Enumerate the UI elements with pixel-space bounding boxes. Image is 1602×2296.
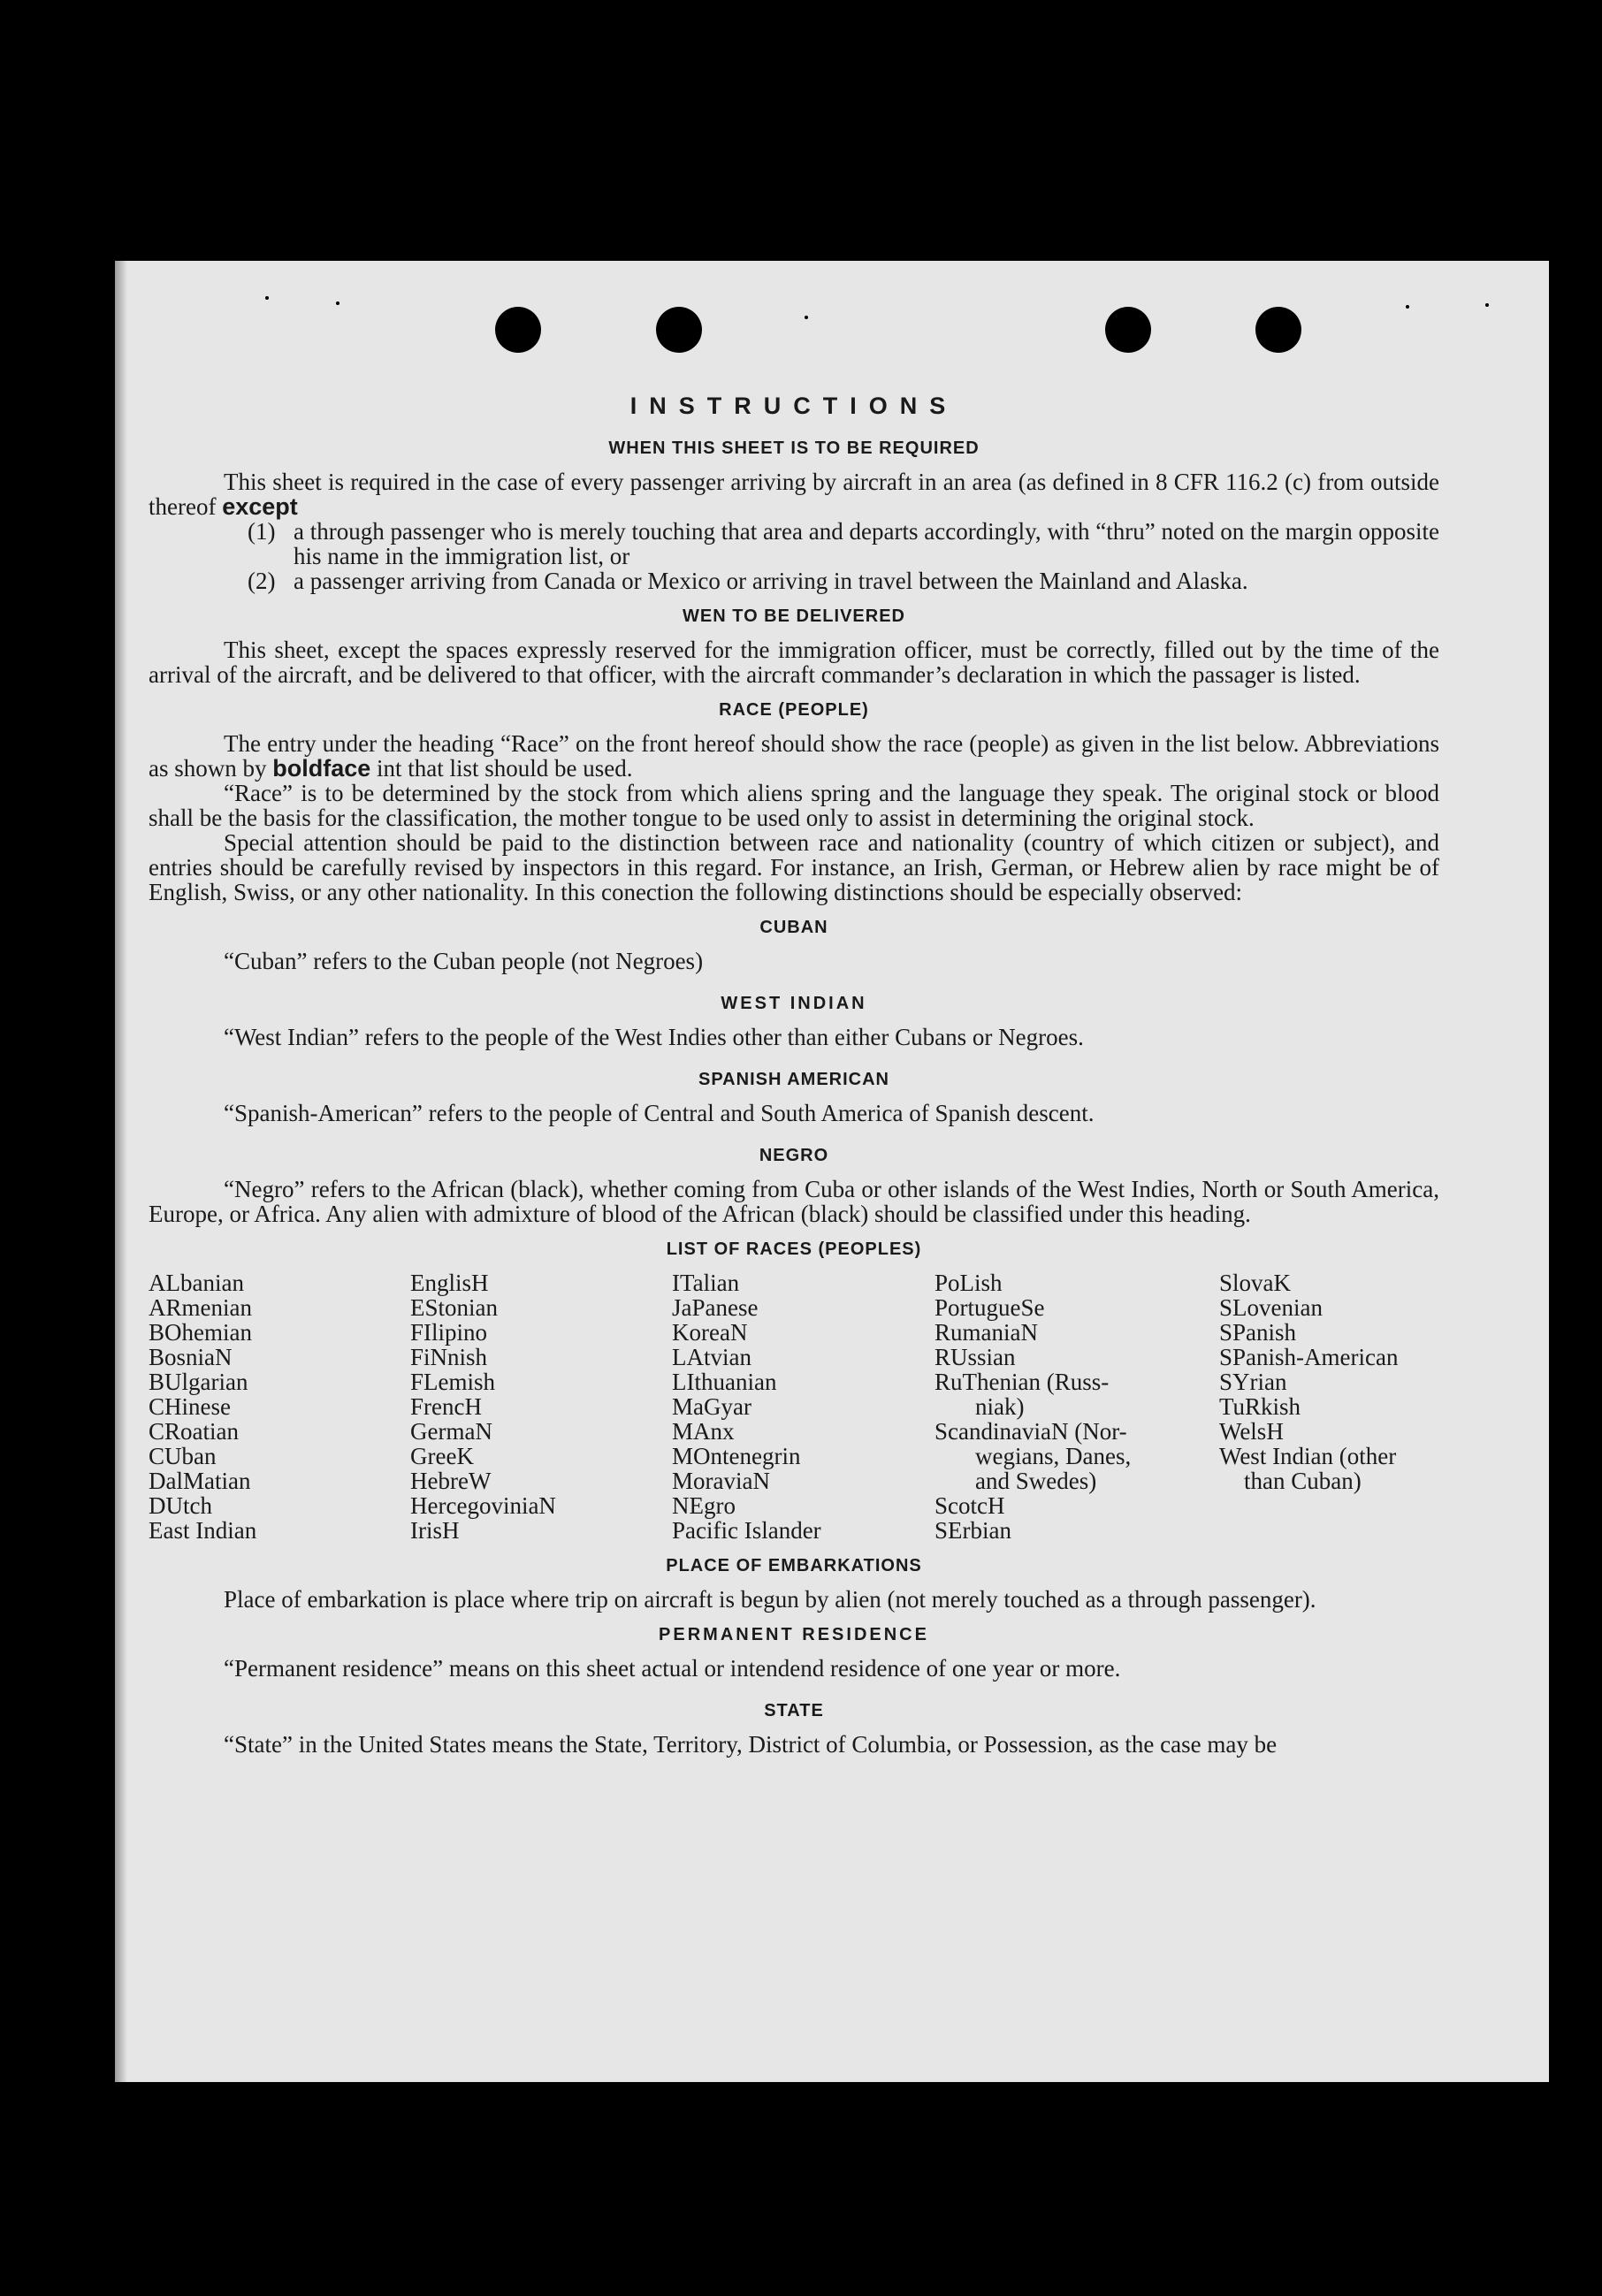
race-item: CHinese bbox=[149, 1393, 231, 1420]
race-item: SLovenian bbox=[1219, 1294, 1323, 1321]
race-item: RUssian bbox=[934, 1344, 1016, 1370]
punch-hole bbox=[1105, 307, 1151, 353]
race-item: EStonian bbox=[410, 1294, 498, 1321]
race-item: ScandinaviaN (Nor- bbox=[934, 1418, 1127, 1445]
required-item-2: (2) a passenger arriving from Canada or Mexico or arriving in travel between the Mainland and Alaska. bbox=[248, 568, 1248, 594]
heading-race: RACE (PEOPLE) bbox=[719, 700, 869, 720]
race-item: BUlgarian bbox=[149, 1369, 248, 1395]
race-item: East Indian bbox=[149, 1517, 257, 1544]
embarkation-text: Place of embarkation is place where trip on aircraft is begun by alien (not merely touched as a through passenger). bbox=[224, 1586, 1316, 1613]
race-item: CUban bbox=[149, 1443, 217, 1469]
race-item: BOhemian bbox=[149, 1319, 252, 1346]
race-item: IrisH bbox=[410, 1517, 460, 1544]
race-item-continuation: than Cuban) bbox=[1244, 1468, 1362, 1494]
except-bold: except bbox=[222, 493, 298, 520]
heading-west-indian: WEST INDIAN bbox=[721, 994, 867, 1013]
speck bbox=[336, 301, 339, 305]
race-item: GermaN bbox=[410, 1418, 492, 1445]
race-item: ALbanian bbox=[149, 1270, 244, 1296]
race-item: JaPanese bbox=[672, 1294, 759, 1321]
race-paragraph-1: The entry under the heading “Race” on the front hereof should show the race (people) as given in the list below. Abbreviations as shown by boldface int that list should be used. bbox=[149, 730, 1439, 782]
races-column-1 bbox=[149, 1270, 410, 1543]
race-item: MAnx bbox=[672, 1418, 735, 1445]
page-title: INSTRUCTIONS bbox=[629, 393, 958, 419]
races-column-4 bbox=[934, 1270, 1219, 1543]
punch-hole bbox=[1255, 307, 1301, 353]
negro-text: “Negro” refers to the African (black), whether coming from Cuba or other islands of the West Indies, North or South America, Europe, or Africa. Any alien with admixture of blood of the African (black) should be classified under this heading. bbox=[149, 1176, 1439, 1227]
race-item: NEgro bbox=[672, 1492, 736, 1519]
required-intro: This sheet is required in the case of every passenger arriving by aircraft in an area (as defined in 8 CFR 116.2 (c) from outside thereof except bbox=[149, 469, 1439, 520]
race-item-continuation: and Swedes) bbox=[975, 1468, 1097, 1494]
heading-state: STATE bbox=[764, 1701, 824, 1720]
race-item: RumaniaN bbox=[934, 1319, 1038, 1346]
race-item: ScotcH bbox=[934, 1492, 1005, 1519]
race-item: West Indian (other bbox=[1219, 1443, 1397, 1469]
heading-list-of-races: LIST OF RACES (PEOPLES) bbox=[666, 1240, 922, 1259]
race-item: EnglisH bbox=[410, 1270, 489, 1296]
race-item: KoreaN bbox=[672, 1319, 748, 1346]
race-item: SYrian bbox=[1219, 1369, 1287, 1395]
race-item: ITalian bbox=[672, 1270, 740, 1296]
delivered-text: This sheet, except the spaces expressly reserved for the immigration officer, must be correctly, filled out by the time of the arrival of the aircraft, and be delivered to that officer, with the aircraft commander’s declaration in which the passager is listed. bbox=[149, 637, 1439, 688]
instructions-content bbox=[149, 393, 1439, 1757]
cuban-text: “Cuban” refers to the Cuban people (not Negroes) bbox=[224, 948, 704, 974]
race-item: FIlipino bbox=[410, 1319, 488, 1346]
heading-permanent-residence: PERMANENT RESIDENCE bbox=[659, 1625, 929, 1644]
races-column-5 bbox=[1219, 1270, 1439, 1543]
race-item: FrencH bbox=[410, 1393, 482, 1420]
race-item: WelsH bbox=[1219, 1418, 1284, 1445]
race-item: GreeK bbox=[410, 1443, 474, 1469]
heading-place-of-embarkations: PLACE OF EMBARKATIONS bbox=[666, 1556, 922, 1575]
race-item: SErbian bbox=[934, 1517, 1011, 1544]
race-item-continuation: niak) bbox=[975, 1393, 1025, 1420]
races-list bbox=[149, 1270, 1439, 1543]
race-paragraph-3: Special attention should be paid to the distinction between race and nationality (country of which citizen or subject), and entries should be carefully revised by inspectors in this regard. For instance, an Irish, German, or Hebrew alien by race might be of English, Swiss, or any other nationality. In this conection the following distinctions should be especially observed: bbox=[149, 829, 1439, 905]
sheet-edge-shadow bbox=[115, 261, 127, 2082]
heading-cuban: CUBAN bbox=[759, 918, 828, 937]
race-item: DUtch bbox=[149, 1492, 212, 1519]
speck bbox=[1406, 305, 1409, 309]
heading-negro: NEGRO bbox=[759, 1146, 829, 1165]
spanish-american-text: “Spanish-American” refers to the people of Central and South America of Spanish descent. bbox=[224, 1100, 1095, 1126]
race-item: MOntenegrin bbox=[672, 1443, 801, 1469]
race-item: MaGyar bbox=[672, 1393, 751, 1420]
race-item: RuThenian (Russ- bbox=[934, 1369, 1110, 1395]
punch-hole bbox=[656, 307, 702, 353]
race-item: CRoatian bbox=[149, 1418, 239, 1445]
residence-text: “Permanent residence” means on this sheet actual or intendend residence of one year or more. bbox=[224, 1655, 1121, 1682]
required-item-1: (1) a through passenger who is merely touching that area and departs accordingly, with “thru” noted on the margin opposite his name in the immigration list, or bbox=[248, 518, 1439, 569]
race-paragraph-2: “Race” is to be determined by the stock from which aliens spring and the language they speak. The original stock or blood shall be the basis for the classification, the mother tongue to be used only to assist in determining the original stock. bbox=[149, 780, 1439, 831]
race-item: PortugueSe bbox=[934, 1294, 1045, 1321]
boldface-bold: boldface bbox=[272, 755, 371, 782]
race-item: PoLish bbox=[934, 1270, 1003, 1296]
punch-hole bbox=[495, 307, 541, 353]
race-item: LAtvian bbox=[672, 1344, 751, 1370]
race-item: SlovaK bbox=[1219, 1270, 1291, 1296]
speck bbox=[265, 296, 269, 300]
races-column-3 bbox=[672, 1270, 934, 1543]
speck bbox=[1485, 303, 1489, 307]
race-item: BosniaN bbox=[149, 1344, 233, 1370]
race-item: DalMatian bbox=[149, 1468, 251, 1494]
state-text: “State” in the United States means the State, Territory, District of Columbia, or Possession, as the case may be bbox=[224, 1731, 1278, 1758]
race-item: HebreW bbox=[410, 1468, 492, 1494]
west-indian-text: “West Indian” refers to the people of the West Indies other than either Cubans or Negroes. bbox=[224, 1024, 1084, 1050]
race-item: MoraviaN bbox=[672, 1468, 770, 1494]
race-item: LIthuanian bbox=[672, 1369, 777, 1395]
race-item: TuRkish bbox=[1219, 1393, 1301, 1420]
document-sheet bbox=[115, 261, 1549, 2082]
heading-when-required: WHEN THIS SHEET IS TO BE REQUIRED bbox=[608, 439, 980, 458]
race-item: HercegoviniaN bbox=[410, 1492, 556, 1519]
race-item: FLemish bbox=[410, 1369, 496, 1395]
race-item: SPanish-American bbox=[1219, 1344, 1399, 1370]
race-item: SPanish bbox=[1219, 1319, 1297, 1346]
heading-spanish-american: SPANISH AMERICAN bbox=[698, 1070, 889, 1089]
races-column-2 bbox=[410, 1270, 672, 1543]
race-item: ARmenian bbox=[149, 1294, 252, 1321]
heading-when-delivered: WEN TO BE DELIVERED bbox=[683, 606, 905, 626]
race-item: Pacific Islander bbox=[672, 1517, 821, 1544]
race-item: FiNnish bbox=[410, 1344, 488, 1370]
race-item-continuation: wegians, Danes, bbox=[975, 1443, 1132, 1469]
speck bbox=[805, 316, 808, 319]
